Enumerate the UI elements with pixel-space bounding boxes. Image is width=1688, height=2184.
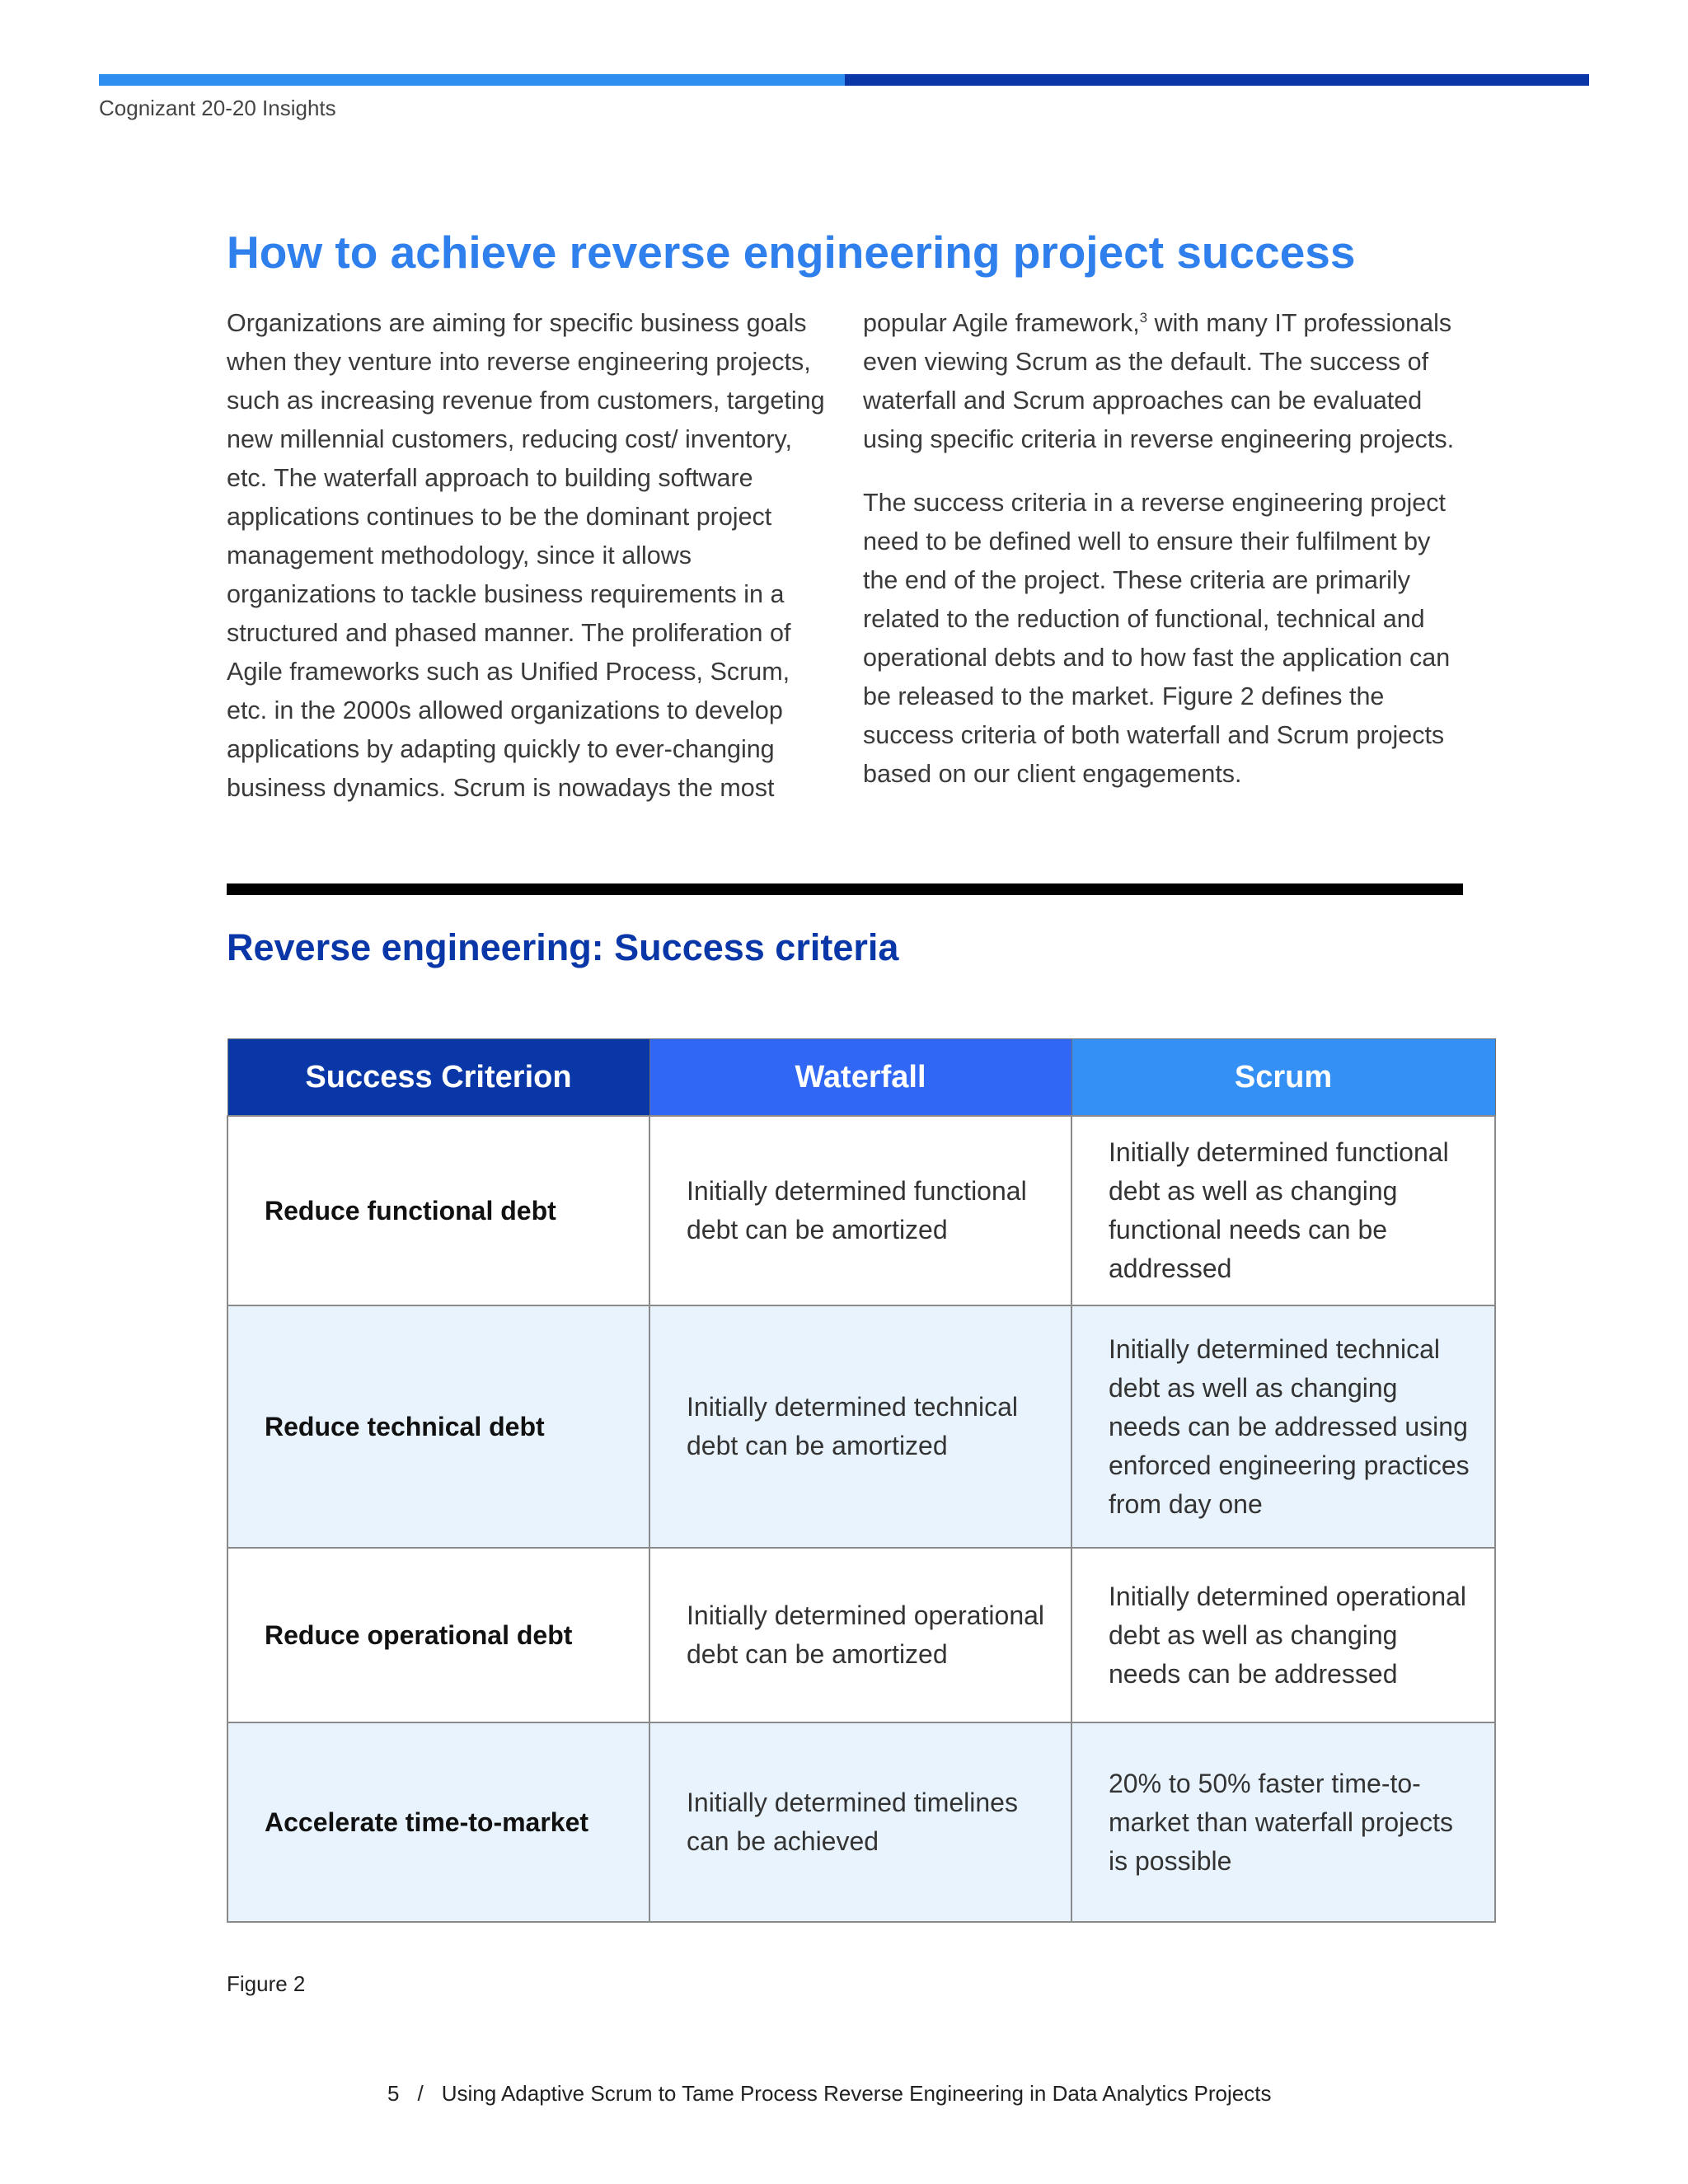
body-column-left — [227, 304, 828, 832]
success-criteria-table — [227, 1038, 1496, 1923]
table-header-criterion: Success Criterion — [227, 1039, 649, 1117]
waterfall-cell: Initially determined functional debt can be amortized — [649, 1116, 1071, 1305]
waterfall-cell: Initially determined operational debt can be amortized — [649, 1548, 1071, 1722]
footer-document-title: Using Adaptive Scrum to Tame Process Reverse Engineering in Data Analytics Projects — [441, 2081, 1272, 2106]
body-paragraph-right-1 — [863, 304, 1465, 459]
table-header-scrum: Scrum — [1071, 1039, 1495, 1117]
page-number: 5 — [387, 2081, 400, 2106]
table-header-waterfall: Waterfall — [649, 1039, 1071, 1117]
top-accent-bar-dark-segment — [845, 74, 1589, 86]
figure-caption: Figure 2 — [227, 1971, 306, 1996]
body-column-right — [863, 304, 1465, 818]
waterfall-cell: Initially determined timelines can be achieved — [649, 1722, 1071, 1922]
section-divider — [227, 883, 1463, 895]
scrum-cell: Initially determined operational debt as well as changing needs can be addressed — [1071, 1548, 1495, 1722]
body-paragraph-right-1-start: popular Agile framework, — [863, 309, 1140, 337]
table-header-row — [227, 1039, 1495, 1117]
table-row — [227, 1116, 1495, 1305]
table-row — [227, 1305, 1495, 1548]
criterion-cell: Reduce technical debt — [227, 1305, 649, 1548]
body-paragraph-left: Organizations are aiming for specific business goals when they venture into reverse engineering projects, such as increasing revenue from customers, targeting new millennial customers, reducing cost/ inventory, etc. The waterfall approach to building software applications continues to be the dominant project management methodology, since it allows organizations to tackle business requirements in a structured and phased manner. The proliferation of Agile frameworks such as Unified Process, Scrum, etc. in the 2000s allowed organizations to develop applications by adapting quickly to ever-changing business dynamics. Scrum is nowadays the most — [227, 309, 825, 802]
section-title: How to achieve reverse engineering project success — [227, 227, 1356, 278]
figure-title: Reverse engineering: Success criteria — [227, 926, 899, 968]
top-accent-bar-light-segment — [99, 74, 845, 86]
waterfall-cell: Initially determined technical debt can be amortized — [649, 1305, 1071, 1548]
criterion-cell: Accelerate time-to-market — [227, 1722, 649, 1922]
footnote-reference[interactable]: 3 — [1139, 309, 1148, 326]
table-row — [227, 1722, 1495, 1922]
page-footer — [387, 2081, 1271, 2107]
top-accent-bar — [99, 74, 1589, 86]
footer-separator: / — [417, 2081, 424, 2106]
scrum-cell: Initially determined technical debt as well as changing needs can be addressed using enforced engineering practices from day one — [1071, 1305, 1495, 1548]
body-paragraph-right-1-end: with many IT professionals even viewing Scrum as the default. The success of waterfall and Scrum approaches can be evaluated using specific criteria in reverse engineering projects. — [863, 309, 1455, 453]
body-paragraph-right-2: The success criteria in a reverse engineering project need to be defined well to ensure their fulfilment by the end of the project. These criteria are primarily related to the reduction of functional, technical and operational debts and to how fast the application can be released to the market. Figure 2 defines the success criteria of both waterfall and Scrum projects based on our client engagements. — [863, 489, 1451, 788]
scrum-cell: 20% to 50% faster time-to-market than waterfall projects is possible — [1071, 1722, 1495, 1922]
running-header: Cognizant 20-20 Insights — [99, 96, 336, 120]
criterion-cell: Reduce functional debt — [227, 1116, 649, 1305]
criterion-cell: Reduce operational debt — [227, 1548, 649, 1722]
table-row — [227, 1548, 1495, 1722]
scrum-cell: Initially determined functional debt as well as changing functional needs can be addressed — [1071, 1116, 1495, 1305]
